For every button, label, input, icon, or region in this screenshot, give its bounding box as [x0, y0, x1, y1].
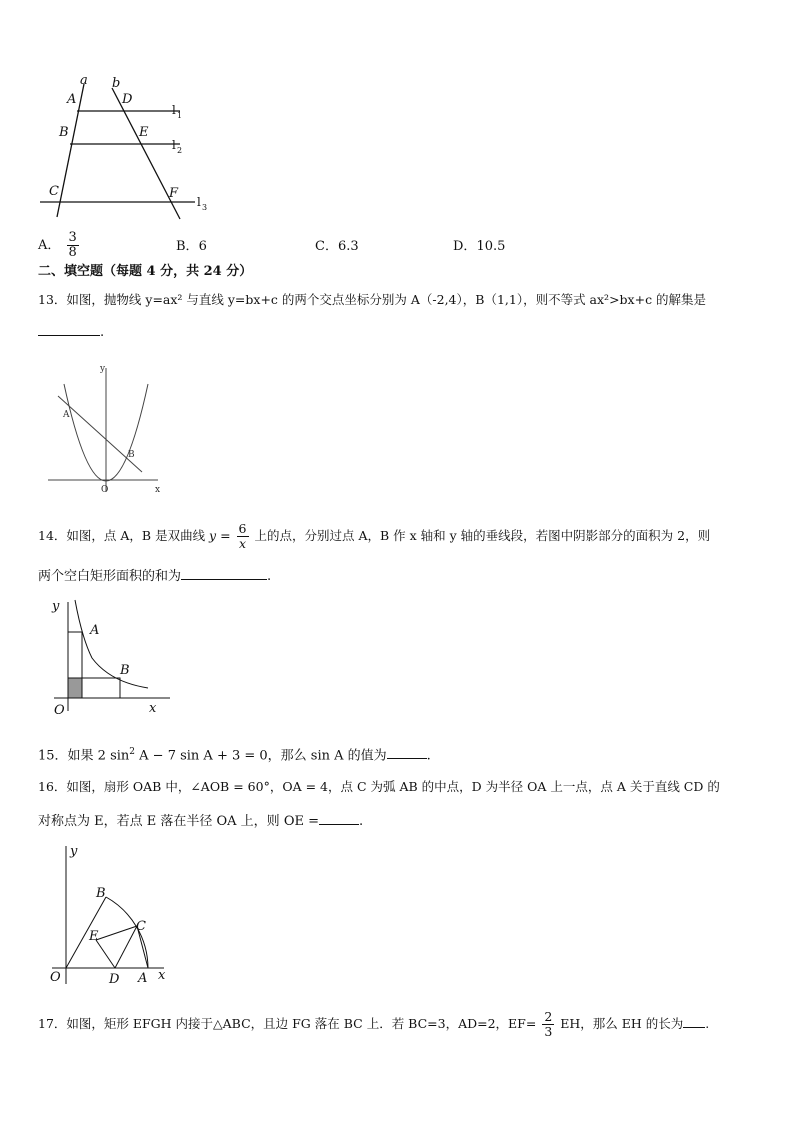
label-D: D: [122, 92, 133, 107]
q13-line: [58, 396, 142, 472]
q14-x-label: x: [149, 701, 157, 716]
q16-d-label: D: [109, 972, 120, 987]
label-C: C: [49, 184, 59, 199]
q16-line2-text: 对称点为 E，若点 E 落在半径 OA 上，则 OE =: [38, 814, 319, 829]
q14-func-num: 6: [238, 521, 247, 536]
q14-a-label: A: [90, 623, 100, 638]
label-l3-sub: 3: [202, 203, 208, 212]
option-d-value: 10.5: [476, 239, 506, 254]
q16-segment-ed: [96, 940, 115, 968]
q16-line1: 16．如图，扇形 OAB 中，∠AOB = 60°，OA = 4，点 C 为弧 AB 的中点，D 为半径 OA 上一点，点 A 关于直线 CD 的: [38, 779, 720, 794]
option-a-denominator: 8: [68, 245, 77, 260]
q14-line2-text: 两个空白矩形面积的和为: [38, 569, 182, 584]
q13-text: 13．如图，抛物线 y=ax² 与直线 y=bx+c 的两个交点坐标分别为 A（-2,4），B（1,1），则不等式 ax²>bx+c 的解集是: [38, 292, 707, 307]
q16-answer-blank[interactable]: [319, 810, 359, 825]
q17-den: 3: [544, 1024, 553, 1039]
q15-answer-blank[interactable]: [387, 744, 427, 759]
q14-pre: 14．如图，点 A，B 是双曲线: [38, 528, 210, 543]
fig-q16-sector: [40, 842, 175, 990]
option-a-numerator: 3: [68, 230, 77, 245]
q17-fraction: [542, 1010, 554, 1039]
q17-num: 2: [544, 1009, 553, 1024]
q14-func-den: x: [238, 536, 247, 551]
q13-x-label: x: [155, 485, 161, 495]
fig-q13-parabola: [40, 358, 170, 498]
section-title: 二、填空题（每题 4 分，共 24 分）: [38, 264, 253, 279]
label-l2: l: [172, 138, 176, 152]
label-A: A: [67, 92, 77, 107]
q14-answer-blank[interactable]: [181, 565, 267, 580]
q13-o-label: O: [101, 485, 109, 495]
q17-line: [38, 1008, 709, 1040]
q13-answer-blank[interactable]: [38, 321, 100, 336]
q17-tail: .: [705, 1016, 710, 1031]
q16-x-label: x: [158, 968, 166, 983]
q15-sup: 2: [129, 747, 136, 757]
q14-hyperbola-curve: [75, 600, 148, 688]
q13-b-label: B: [128, 450, 135, 460]
q15-line: [38, 743, 431, 765]
option-a[interactable]: [38, 231, 81, 260]
q16-b-label: B: [96, 886, 106, 901]
q13-a-label: A: [63, 410, 70, 420]
q13-tail: .: [100, 325, 105, 340]
label-l3: l: [197, 195, 201, 209]
q17-answer-blank[interactable]: [683, 1013, 705, 1028]
q14-post: 上的点，分别过点 A，B 作 x 轴和 y 轴的垂线段，若图中阴影部分的面积为 2，则: [254, 528, 711, 543]
q15-mid: A − 7 sin A + 3 = 0，那么 sin A 的值为: [135, 748, 387, 764]
label-l1: l: [172, 103, 176, 117]
fig-q14-hyperbola: [44, 596, 174, 718]
label-a: a: [80, 73, 88, 88]
q17-post: EH，那么 EH 的长为: [560, 1016, 684, 1031]
label-E: E: [139, 125, 149, 140]
q16-e-label: E: [89, 929, 99, 944]
q15-tail: .: [426, 748, 431, 764]
option-c[interactable]: [315, 235, 359, 254]
label-b: b: [112, 76, 121, 91]
q16-o-label: O: [50, 970, 61, 985]
q14-line2: [38, 565, 271, 586]
q14-y-label: y: [52, 599, 60, 614]
q17-pre: 17．如图，矩形 EFGH 内接于△ABC，且边 FG 落在 BC 上．若 BC=3，AD=2，EF=: [38, 1016, 537, 1031]
label-l2-sub: 2: [177, 146, 183, 155]
q15-pre: 15．如果 2 sin: [38, 748, 130, 764]
q16-tail: .: [359, 814, 364, 829]
q14-shaded-rect: [68, 678, 82, 698]
fig-q12-parallel-lines: [30, 70, 220, 220]
label-B: B: [59, 125, 69, 140]
label-F: F: [169, 186, 179, 201]
q16-c-label: C: [136, 919, 146, 934]
q14-func-lhs: y =: [209, 528, 231, 543]
option-b[interactable]: [176, 235, 207, 254]
option-c-letter: C．: [315, 239, 338, 254]
option-b-letter: B．: [176, 239, 199, 254]
option-a-fraction: [67, 231, 79, 260]
q14-b-label: B: [120, 663, 130, 678]
q13-answer-line: [38, 321, 104, 342]
q13-y-label: y: [100, 364, 106, 374]
q14-line1: [38, 520, 710, 552]
q14-tail: .: [267, 569, 272, 584]
q14-o-label: O: [54, 703, 65, 718]
option-b-value: 6: [198, 239, 207, 254]
option-d-letter: D．: [453, 239, 477, 254]
q16-radius-ob: [66, 897, 106, 968]
option-d[interactable]: [453, 235, 505, 254]
q16-y-label: y: [70, 844, 78, 859]
option-a-letter: A．: [38, 238, 61, 253]
q14-func-fraction: [237, 522, 249, 551]
q16-line2: [38, 810, 363, 831]
option-c-value: 6.3: [337, 239, 359, 254]
label-l1-sub: 1: [177, 111, 183, 120]
q16-a-label: A: [138, 971, 148, 986]
